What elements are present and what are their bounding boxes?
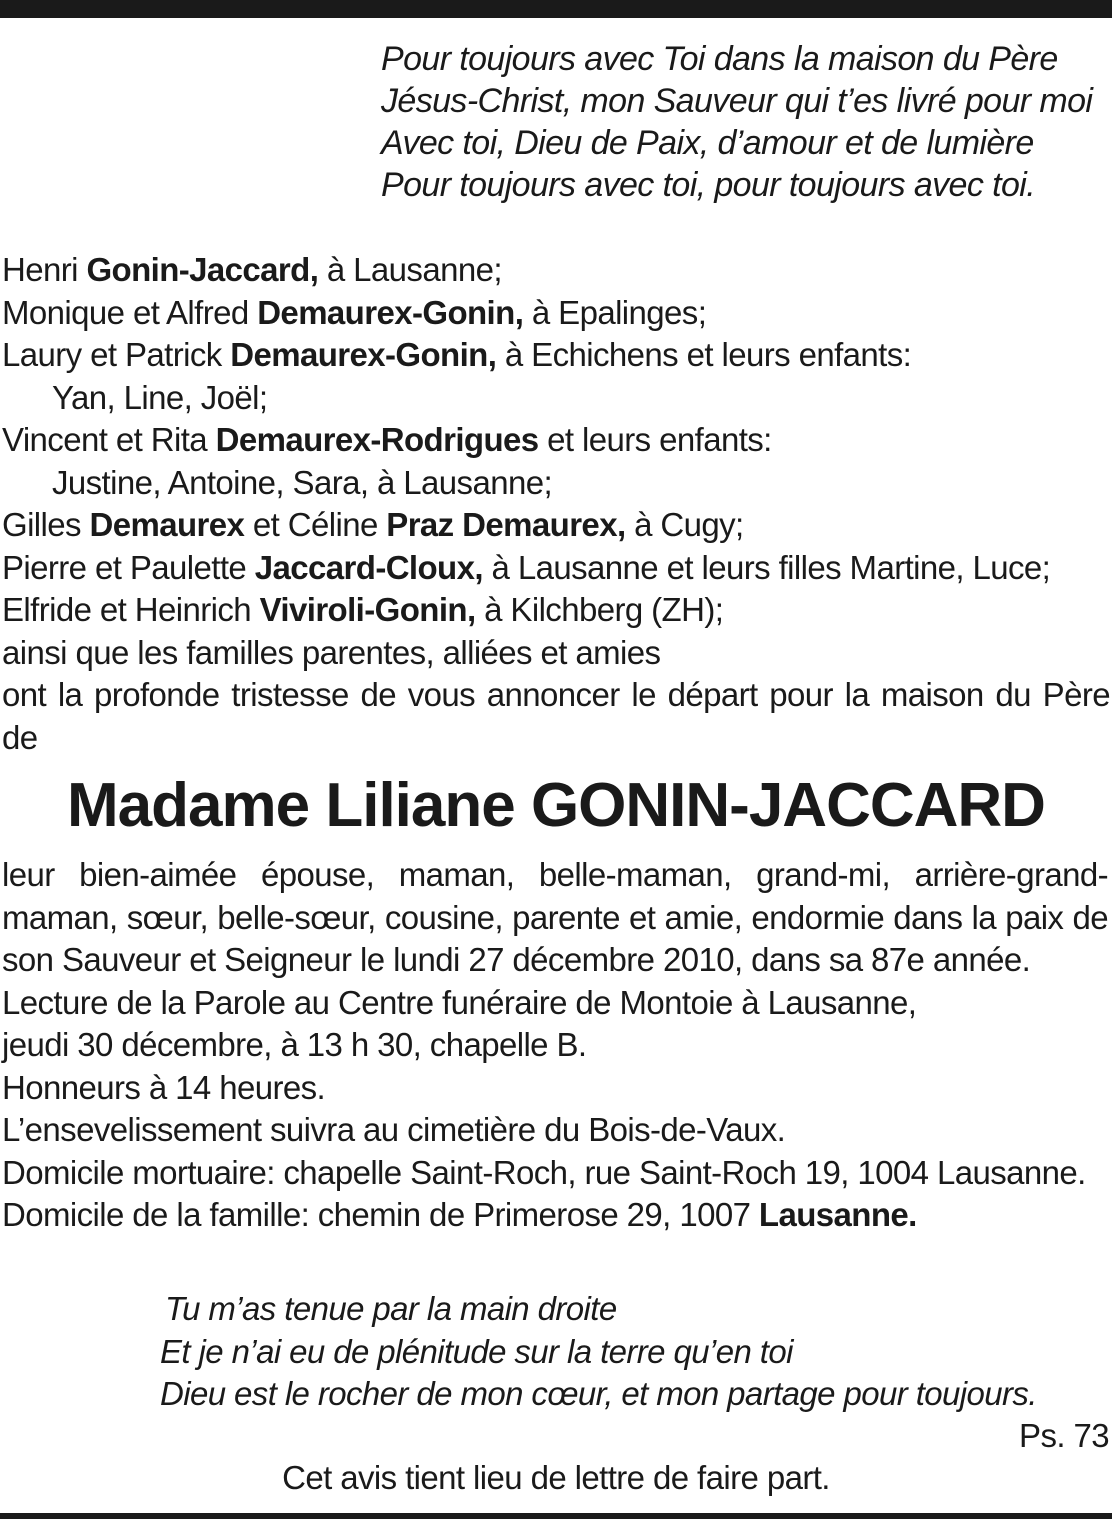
family-home-address [2, 1194, 1108, 1237]
verse-reference: Ps. 73 [1019, 1417, 1109, 1454]
notice-details [2, 854, 1108, 1237]
family-surname: Demaurex [89, 506, 245, 543]
family-first-names: Laury et Patrick [2, 336, 231, 373]
verse-line: Dieu est le rocher de mon cœur, et mon partage pour toujours. [160, 1375, 1037, 1412]
family-entry [2, 547, 1110, 590]
ceremony-line: L’ensevelissement suivra au cimetière du Bois-de-Vaux. [2, 1111, 786, 1148]
family-first-names: Elfride et Heinrich [2, 591, 260, 628]
family-first-names: Vincent et Rita [2, 421, 216, 458]
ceremony-line: Domicile mortuaire: chapelle Saint-Roch, rue Saint-Roch 19, 1004 Lausanne. [2, 1153, 1086, 1191]
verse-line: Pour toujours avec toi, pour toujours avec toi. [381, 166, 1036, 204]
announcement-text: ont la profonde tristesse de vous annoncer le départ pour la maison du Père de [2, 676, 1110, 756]
closing-note: Cet avis tient lieu de lettre de faire part. [282, 1459, 830, 1496]
family-home-text: Domicile de la famille: chemin de Primerose 29, 1007 [2, 1196, 759, 1233]
family-surname: Demaurex-Gonin, [230, 336, 497, 373]
family-surname: Demaurex-Gonin, [257, 293, 524, 331]
family-closing: ainsi que les familles parentes, alliées et amies [2, 633, 661, 671]
verse-line: Avec toi, Dieu de Paix, d’amour et de lumière [381, 124, 1034, 162]
family-entry [2, 589, 1110, 632]
family-location: à Echichens et leurs enfants: [496, 336, 912, 373]
family-entry [2, 419, 1110, 462]
family-location: et leurs enfants: [538, 421, 772, 458]
family-home-city: Lausanne. [758, 1196, 917, 1233]
children-names: Yan, Line, Joël; [52, 378, 268, 416]
deceased-name: Madame Liliane GONIN-JACCARD [67, 771, 1045, 840]
verse-line: Jésus-Christ, mon Sauveur qui t’es livré pour moi [381, 82, 1093, 120]
verse-line: Tu m’as tenue par la main droite [165, 1290, 617, 1327]
family-location: à Lausanne; [318, 251, 502, 288]
family-surname: Gonin-Jaccard, [86, 251, 319, 288]
family-surname: Praz Demaurex, [386, 506, 626, 543]
opening-verse [381, 38, 1111, 206]
family-location: à Lausanne et leurs filles Martine, Luce; [482, 548, 1051, 586]
family-surname: Jaccard-Cloux, [254, 548, 483, 586]
family-first-names: Gilles [2, 506, 90, 543]
family-first-names: Pierre et Paulette [2, 548, 255, 586]
family-list [2, 249, 1110, 759]
family-entry [2, 292, 1110, 335]
verse-line: Et je n’ai eu de plénitude sur la terre qu’en toi [160, 1332, 793, 1370]
family-location: à Epalinges; [523, 293, 707, 331]
family-connector: et Céline [244, 506, 387, 543]
family-surname: Viviroli-Gonin, [259, 591, 476, 628]
closing-verse [160, 1288, 1110, 1416]
ceremony-line: Honneurs à 14 heures. [2, 1068, 326, 1106]
bottom-border-bar [0, 1513, 1112, 1519]
family-entry [2, 334, 1110, 377]
family-surname: Demaurex-Rodrigues [215, 421, 539, 458]
family-entry [2, 504, 1110, 547]
children-names: Justine, Antoine, Sara, à Lausanne; [52, 463, 553, 501]
verse-line: Pour toujours avec Toi dans la maison du Père [381, 40, 1058, 78]
deceased-description: leur bien-aimée épouse, maman, belle-maman, grand-mi, arrière-grand-maman, sœur, belle-sœur, cousine, parente et amie, endormie dans la paix de son Sauveur et Seigneur le lundi 27 décembre 2010, dans sa 87e année. [2, 856, 1108, 978]
ceremony-line: Lecture de la Parole au Centre funéraire de Montoie à Lausanne, [2, 983, 917, 1021]
family-location: à Cugy; [625, 506, 744, 543]
family-entry [2, 249, 1110, 292]
ceremony-line: jeudi 30 décembre, à 13 h 30, chapelle B. [2, 1026, 587, 1063]
family-first-names: Monique et Alfred [2, 293, 258, 331]
family-first-names: Henri [2, 251, 87, 288]
family-location: à Kilchberg (ZH); [475, 591, 724, 628]
